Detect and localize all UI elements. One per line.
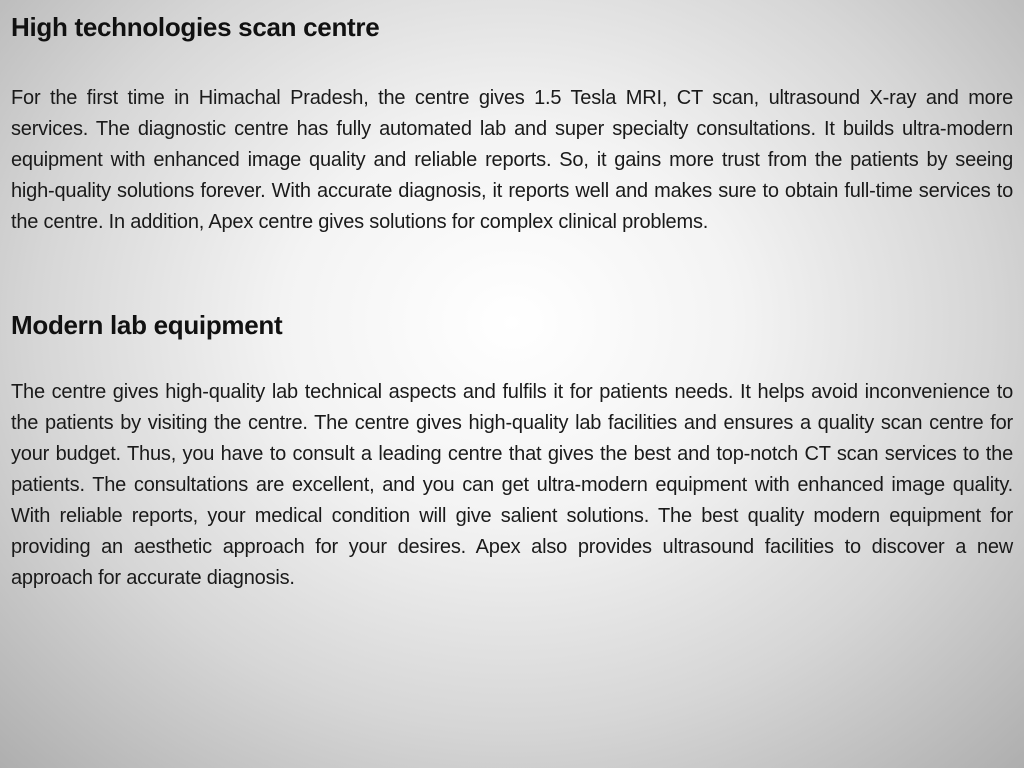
slide <box>11 0 1013 768</box>
section-body-scan-centre: For the first time in Himachal Pradesh, the centre gives 1.5 Tesla MRI, CT scan, ultrasound X-ray and more services. The diagnostic centre has fully automated lab and super specialty consultations. It builds ultra-modern equipment with enhanced image quality and reliable reports. So, it gains more trust from the patients by seeing high-quality solutions forever. With accurate diagnosis, it reports well and makes sure to obtain full-time services to the centre. In addition, Apex centre gives solutions for complex clinical problems. <box>11 87 1013 233</box>
section-body-lab-equipment: The centre gives high-quality lab technical aspects and fulfils it for patients needs. It helps avoid inconvenience to the patients by visiting the centre. The centre gives high-quality lab facilities and ensures a quality scan centre for your budget. Thus, you have to consult a leading centre that gives the best and top-notch CT scan services to the patients. The consultations are excellent, and you can get ultra-modern equipment with enhanced image quality. With reliable reports, your medical condition will give salient solutions. The best quality modern equipment for providing an aesthetic approach for your desires. Apex also provides ultrasound facilities to discover a new approach for accurate diagnosis. <box>11 381 1013 589</box>
section-heading-scan-centre: High technologies scan centre <box>11 12 380 42</box>
section-heading-lab-equipment: Modern lab equipment <box>11 310 283 340</box>
